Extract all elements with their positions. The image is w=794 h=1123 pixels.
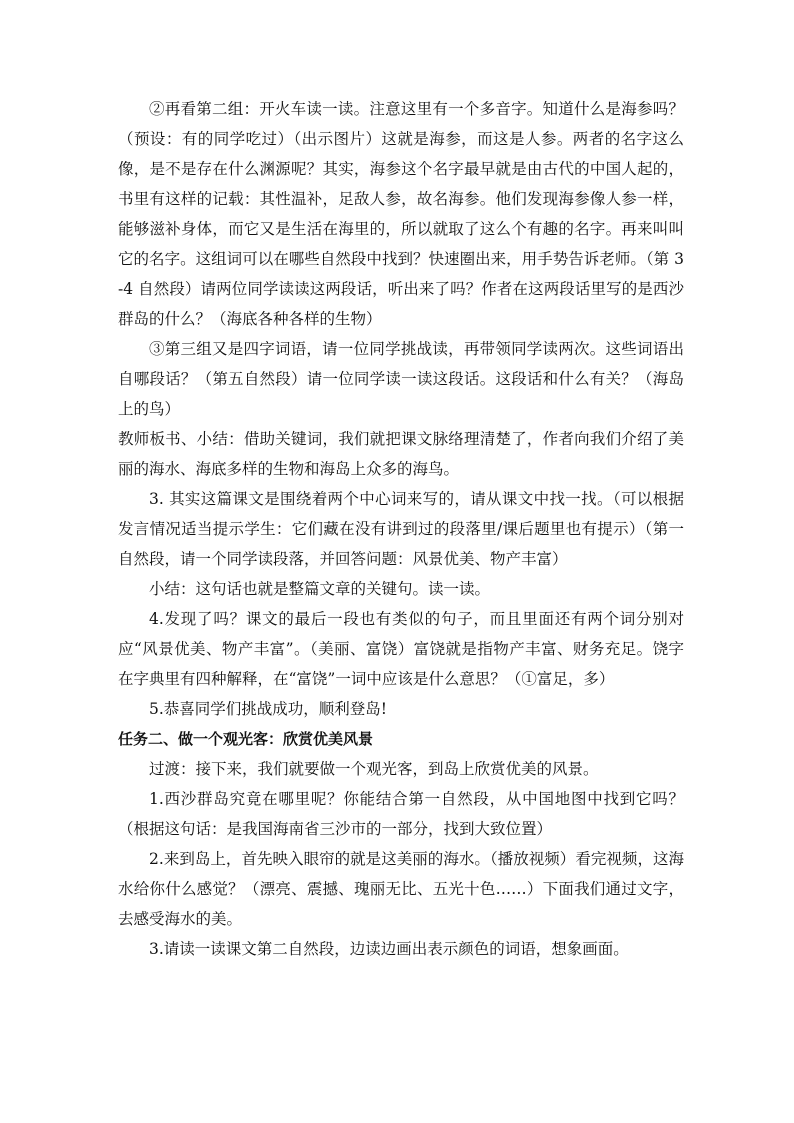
paragraph-group-three: ③第三组又是四字词语，请一位同学挑战读，再带领同学读两次。这些词语出自哪段话？（第五自然段）请一位同学读一读这段话。这段话和什么有关？（海岛上的鸟）	[118, 340, 684, 418]
paragraph-task-two-step-1: 1.西沙群岛究竟在哪里呢？你能结合第一自然段，从中国地图中找到它吗？（根据这句话：是我国海南省三沙市的一部分，找到大致位置）	[118, 790, 684, 838]
paragraph-task-two-step-2: 2.来到岛上，首先映入眼帘的就是这美丽的海水。（播放视频）看完视频，这海水给你什么感觉？（漂亮、震撼、瑰丽无比、五光十色……）下面我们通过文字，去感受海水的美。	[118, 850, 684, 928]
paragraph-step-3: 3. 其实这篇课文是围绕着两个中心词来写的，请从课文中找一找。（可以根据发言情况适当提示学生：它们藏在没有讲到过的段落里/课后题里也有提示）（第一自然段，请一个同学读段落，并回答问题：风景优美、物产丰富）	[118, 490, 684, 568]
paragraph-step-5: 5.恭喜同学们挑战成功，顺利登岛!	[149, 700, 388, 718]
paragraph-group-two: ②再看第二组：开火车读一读。注意这里有一个多音字。知道什么是海参吗？（预设：有的同学吃过）（出示图片）这就是海参，而这是人参。两者的名字这么像，是不是存在什么渊源呢？其实，海参这个名字最早就是由古代的中国人起的，书里有这样的记载：其性温补，足敌人参，故名海参。他们发现海参像人参一样，能够滋补身体，而它又是生活在海里的，所以就取了这么个有趣的名字。再来叫叫它的名字。这组词可以在哪些自然段中找到？快速圈出来，用手势告诉老师。（第 3-4 自然段）请两位同学读读这两段话，听出来了吗？作者在这两段话里写的是西沙群岛的什么？（海底各种各样的生物）	[118, 100, 684, 328]
section-heading-task-two: 任务二、做一个观光客：欣赏优美风景	[118, 730, 374, 748]
document-body	[118, 94, 684, 964]
paragraph-task-two-step-3: 3.请读一读课文第二自然段，边读边画出表示颜色的词语，想象画面。	[149, 940, 629, 958]
paragraph-step-4: 4.发现了吗？课文的最后一段也有类似的句子，而且里面还有两个词分别对应“风景优美、物产丰富”。（美丽、富饶）富饶就是指物产丰富、财务充足。饶字在字典里有四种解释，在“富饶”一词中应该是什么意思？（①富足，多）	[118, 610, 684, 688]
paragraph-teacher-summary: 教师板书、小结：借助关键词，我们就把课文脉络理清楚了，作者向我们介绍了美丽的海水、海底多样的生物和海岛上众多的海鸟。	[118, 430, 684, 478]
paragraph-summary-key-sentence: 小结：这句话也就是整篇文章的关键句。读一读。	[149, 580, 491, 598]
paragraph-transition: 过渡：接下来，我们就要做一个观光客，到岛上欣赏优美的风景。	[149, 760, 599, 778]
